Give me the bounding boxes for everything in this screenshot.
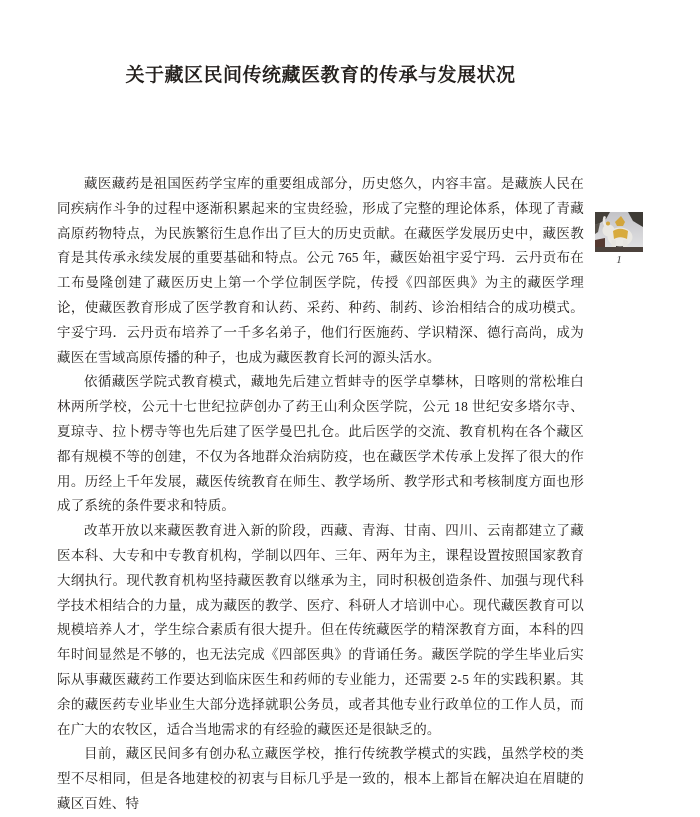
document-title: 关于藏区民间传统藏医教育的传承与发展状况 [125, 65, 516, 86]
paragraph-private-schools: 目前，藏区民间多有创办私立藏医学校，推行传统教学模式的实践，虽然学校的类型不尽相同，但是各地建校的初衷与目标几乎是一致的，根本上都旨在解决迫在眉睫的藏区百姓、特 [57, 746, 584, 811]
margin-figure [595, 212, 643, 266]
elephant-statue-photo-icon [595, 212, 643, 252]
figure-caption: 1 [616, 254, 622, 266]
paragraph-modern-education: 改革开放以来藏医教育进入新的阶段，西藏、青海、甘南、四川、云南都建立了藏医本科、大专和中专教育机构，学制以四年、三年、两年为主，课程设置按照国家教育大纲执行。现代教育机构坚持藏医教育以继承为主，同时积极创造条件、加强与现代科学技术相结合的力量，成为藏医的教学、医疗、科研人才培训中心。现代藏医教育可以规模培养人才，学生综合素质有很大提升。但在传统藏医学的精深教育方面，本科的四年时间显然是不够的，也无法完成《四部医典》的背诵任务。藏医学院的学生毕业后实际从事藏医藏药工作要达到临床医生和药师的专业能力，还需要 2-5 年的实践积累。其余的藏医药专业毕业生大部分选择就职公务员，或者其他专业行政单位的工作人员，而在广大的农牧区，适合当地需求的有经验的藏医还是很缺乏的。 [57, 523, 584, 737]
paragraph-intro-history: 藏医藏药是祖国医药学宝库的重要组成部分，历史悠久，内容丰富。是藏族人民在同疾病作斗争的过程中逐渐积累起来的宝贵经验，形成了完整的理论体系，体现了青藏高原药物特点，为民族繁衍生息作出了巨大的历史贡献。在藏医学发展历史中，藏医教育是其传承永续发展的重要基础和特点。公元 765 年，藏医始祖宇妥宁玛．云丹贡布在工布曼隆创建了藏医历史上第一个学位制医学院，传授《四部医典》为主的藏医学理论，使藏医教育形成了医学教育和认药、采药、种药、制药、诊治相结合的成功模式。宇妥宁玛．云丹贡布培养了一千多名弟子，他们行医施药、学识精深、德行高尚，成为藏医在雪域高原传播的种子，也成为藏医教育长河的源头活水。 [57, 176, 584, 365]
document-body [57, 172, 584, 817]
paragraph-monastic-schools: 依循藏医学院式教育模式，藏地先后建立哲蚌寺的医学卓攀林，日喀则的常松堆白林两所学校，公元十七世纪拉萨创办了药王山利众医学院，公元 18 世纪安多塔尔寺、夏琼寺、拉卜楞寺等也先后建了医学曼巴扎仓。此后医学的交流、教育机构在各个藏区都有规模不等的创建，不仅为各地群众治病防疫，也在藏医学术传承上发挥了很大的作用。历经上千年发展，藏医传统教育在师生、教学场所、教学形式和考核制度方面也形成了系统的条件要求和特质。 [57, 374, 584, 514]
